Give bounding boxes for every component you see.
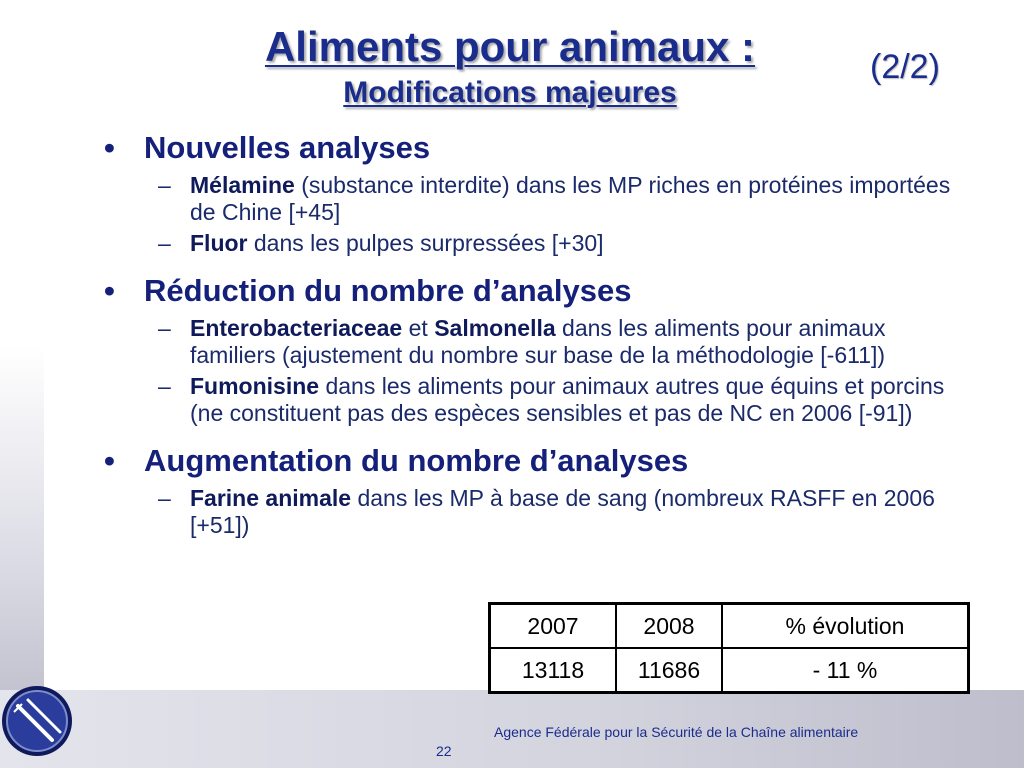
dash-icon: – (158, 230, 171, 256)
item-keyword: Enterobacteriaceae (190, 315, 403, 341)
title-subtitle: Modifications majeures (343, 76, 677, 109)
item-text: dans les aliments pour animaux familiers (ajustement du nombre sur base de la méthodologie [-611]) (190, 315, 886, 368)
bullet-icon: • (104, 130, 115, 165)
dash-icon: – (158, 172, 171, 198)
footer-agency-name: Agence Fédérale pour la Sécurité de la Chaîne alimentaire (494, 724, 859, 740)
section-heading: Augmentation du nombre d’analyses (144, 443, 689, 478)
list-item (104, 373, 964, 427)
table-cell: - 11 % (722, 648, 969, 693)
table-cell: 13118 (490, 648, 617, 693)
item-keyword: Fluor (190, 230, 248, 256)
analyses-table (488, 602, 970, 694)
list-item (104, 172, 964, 226)
item-keyword-2: Salmonella (434, 315, 556, 341)
item-text: dans les MP à base de sang (nombreux RASFF en 2006 [+51]) (190, 485, 935, 538)
item-connector: et (402, 315, 435, 341)
table-row (490, 648, 969, 693)
left-decor-band (0, 0, 44, 768)
bullet-icon: • (104, 273, 115, 308)
bullet-icon: • (104, 443, 115, 478)
item-text: (substance interdite) dans les MP riches en protéines importées de Chine [+45] (190, 172, 951, 225)
table-header-cell: 2008 (616, 604, 722, 649)
section-augmentation (104, 441, 964, 539)
list-item (104, 230, 964, 257)
item-keyword: Fumonisine (190, 373, 320, 399)
list-item (104, 315, 964, 369)
section-reduction (104, 271, 964, 427)
dash-icon: – (158, 485, 171, 511)
title-main: Aliments pour animaux : (264, 23, 756, 70)
table-header-row (490, 604, 969, 649)
list-item (104, 485, 970, 539)
dash-icon: – (158, 315, 171, 341)
table-header-cell: % évolution (722, 604, 969, 649)
slide-title (190, 22, 830, 112)
section-heading: Réduction du nombre d’analyses (144, 273, 632, 308)
item-keyword: Mélamine (190, 172, 295, 198)
fork-knife-emblem-icon (0, 684, 74, 758)
table-cell: 11686 (616, 648, 722, 693)
item-text: dans les aliments pour animaux autres que équins et porcins (ne constituent pas des espèces sensibles et pas de NC en 2006 [-91]) (190, 373, 945, 426)
table-header-cell: 2007 (490, 604, 617, 649)
item-text: dans les pulpes surpressées [+30] (247, 230, 604, 256)
dash-icon: – (158, 373, 171, 399)
item-keyword: Farine animale (190, 485, 352, 511)
slide-content (104, 128, 964, 553)
section-heading: Nouvelles analyses (144, 130, 431, 165)
slide-number: 22 (436, 743, 452, 759)
section-nouvelles-analyses (104, 128, 964, 257)
slide-part-indicator: (2/2) (870, 48, 940, 86)
